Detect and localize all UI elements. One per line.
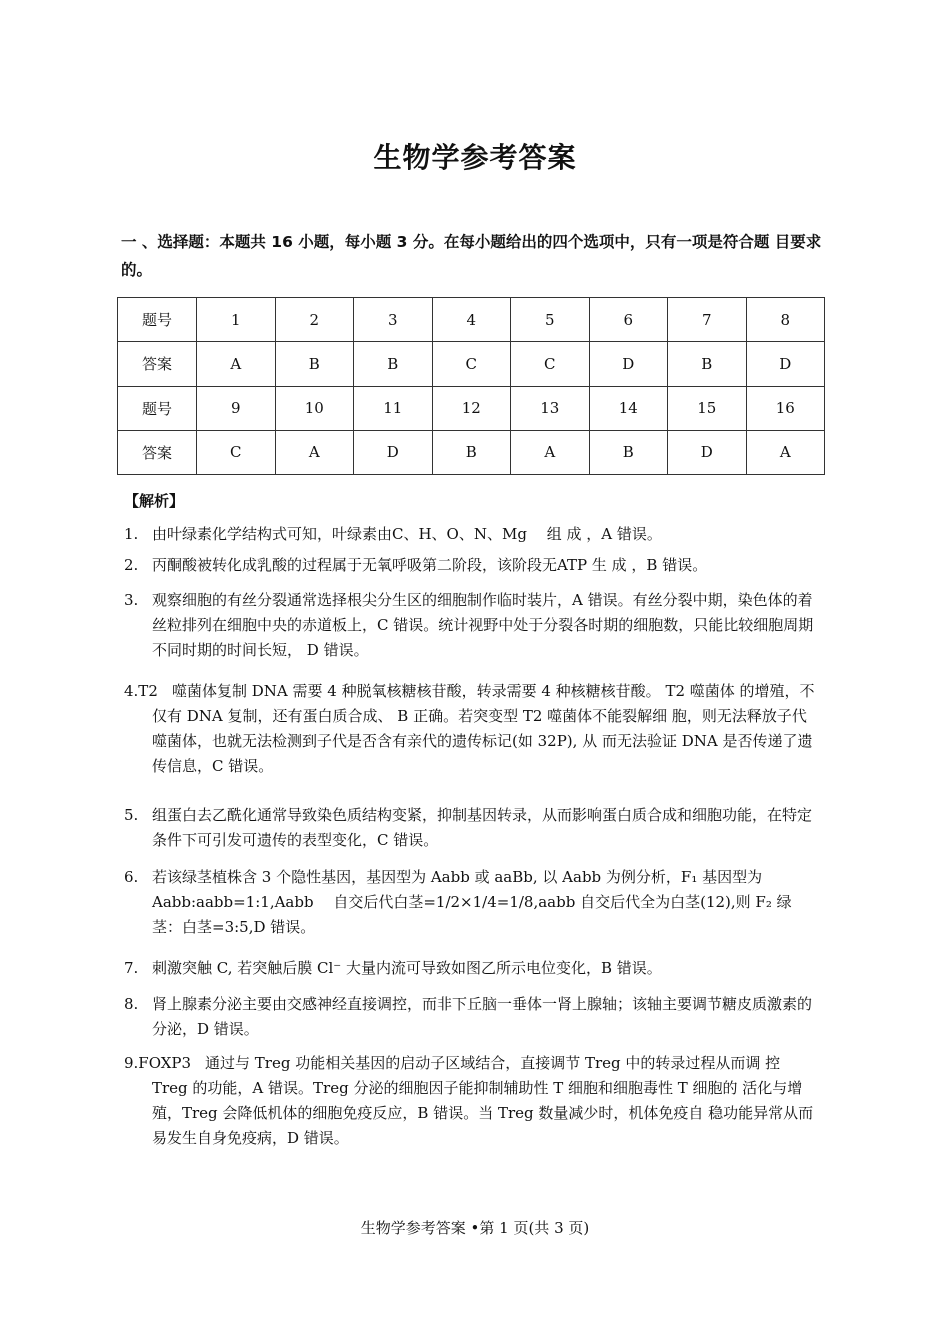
item-number: 5. [124,806,139,824]
table-row [118,430,825,474]
table-cell: A [197,342,276,386]
table-cell: 9 [197,386,276,430]
list-item [124,865,819,940]
list-item [124,803,819,853]
list-item [124,522,819,547]
item-text: 刺激突触 C, 若突触后膜 Cl⁻ 大量内流可导致如图乙所示电位变化，B 错误。 [152,959,662,977]
table-cell: C [197,430,276,474]
table-cell: D [668,430,747,474]
item-number: 9.FOXP3 [124,1054,192,1072]
table-cell: 13 [511,386,590,430]
table-cell: 14 [589,386,668,430]
table-cell: 5 [511,298,590,342]
table-cell: D [746,342,825,386]
item-text: 噬菌体复制 DNA 需要 4 种脱氧核糖核苷酸，转录需要 4 种核糖核苷酸。 T2 噬菌体 的增殖，不仅有 DNA 复制，还有蛋白质合成、 B 正确。若突变型 T2 噬菌体不能裂解细 胞，则无法释放子代噬菌体，也就无法检测到子代是否含有亲代的遗传标记(如 32P), 从 而无法验证 DNA 是否传递了遗传信息，C 错误。 [152,682,815,775]
item-text: 观察细胞的有丝分裂通常选择根尖分生区的细胞制作临时装片，A 错误。有丝分裂中期，染色体的着丝粒排列在细胞中央的赤道板上，C 错误。统计视野中处于分裂各时期的细胞数，只能比较细胞周期不同时期的时间长短， D 错误。 [152,591,814,659]
item-number: 1. [124,525,139,543]
table-cell: D [589,342,668,386]
table-cell: C [432,342,511,386]
page-title: 生物学参考答案 [373,141,577,174]
table-cell: A [511,430,590,474]
table-cell: 4 [432,298,511,342]
table-cell: B [668,342,747,386]
table-cell: D [354,430,433,474]
table-cell: 2 [275,298,354,342]
table-cell: 6 [589,298,668,342]
item-text: 由叶绿素化学结构式可知，叶绿素由C、H、O、N、Mg 组 成 ，A 错误。 [152,525,662,543]
item-number: 3. [124,591,139,609]
table-cell: 7 [668,298,747,342]
table-cell: B [354,342,433,386]
row-label: 答案 [118,342,197,386]
list-item [124,553,819,578]
table-cell: 8 [746,298,825,342]
list-item [124,992,819,1042]
table-row [118,342,825,386]
table-cell: 11 [354,386,433,430]
table-row [118,386,825,430]
table-cell: 3 [354,298,433,342]
item-text: 丙酮酸被转化成乳酸的过程属于无氧呼吸第二阶段，该阶段无ATP 生 成 ，B 错误。 [152,556,708,574]
item-number: 8. [124,995,139,1013]
table-cell: B [589,430,668,474]
table-cell: 12 [432,386,511,430]
table-cell: B [275,342,354,386]
list-item [124,956,819,981]
item-text: 若该绿茎植株含 3 个隐性基因，基因型为 Aabb 或 aaBb, 以 Aabb 为例分析，F₁ 基因型为 Aabb:aabb=1:1,Aabb 自交后代白茎=1/2×1/4=1/8,aabb 自交后代全为白茎(12),则 F₂ 绿茎：白茎=3:5,D 错误。 [152,868,792,936]
item-text: 组蛋白去乙酰化通常导致染色质结构变紧，抑制基因转录，从而影响蛋白质合成和细胞功能，在特定条件下可引发可遗传的表型变化，C 错误。 [152,806,813,849]
row-label: 题号 [118,298,197,342]
section-heading: 一 、选择题：本题共 16 小题，每小题 3 分。在每小题给出的四个选项中，只有一项是符合题 目要求的。 [121,233,822,279]
table-cell: C [511,342,590,386]
table-cell: A [275,430,354,474]
answer-table [117,297,825,475]
item-number: 7. [124,959,139,977]
page-footer: 生物学参考答案 •第 1 页(共 3 页) [360,1219,590,1237]
row-label: 题号 [118,386,197,430]
list-item [124,679,819,779]
table-cell: A [746,430,825,474]
item-number: 4.T2 [124,682,158,700]
table-cell: 16 [746,386,825,430]
item-number: 2. [124,556,139,574]
item-number: 6. [124,868,139,886]
analysis-heading: 【解析】 [124,492,185,510]
item-text: 肾上腺素分泌主要由交感神经直接调控，而非下丘脑一垂体一肾上腺轴；该轴主要调节糖皮质激素的分泌，D 错误。 [152,995,813,1038]
table-cell: 10 [275,386,354,430]
table-row [118,298,825,342]
row-label: 答案 [118,430,197,474]
table-cell: 1 [197,298,276,342]
item-text: 通过与 Treg 功能相关基因的启动子区域结合，直接调节 Treg 中的转录过程从而调 控 Treg 的功能，A 错误。Treg 分泌的细胞因子能抑制辅助性 T 细胞和细胞毒性 T 细胞的 活化与增殖，Treg 会降低机体的细胞免疫反应，B 错误。当 Treg 数量减少时，机体免疫自 稳功能异常从而易发生自身免疫病，D 错误。 [152,1054,814,1147]
table-cell: B [432,430,511,474]
list-item [124,588,819,663]
list-item [124,1051,819,1151]
table-cell: 15 [668,386,747,430]
